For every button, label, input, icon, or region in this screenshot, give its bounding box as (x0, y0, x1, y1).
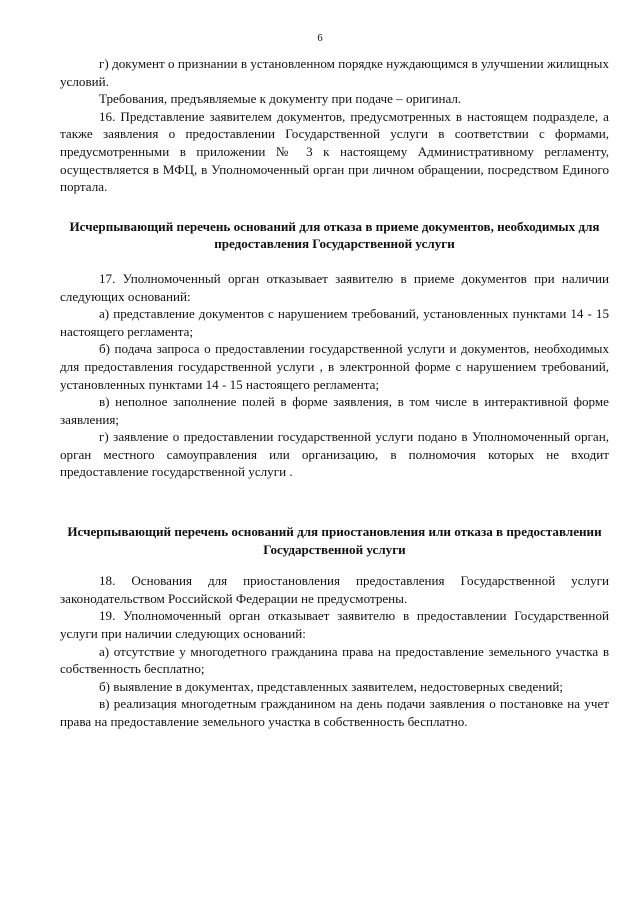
section-heading-refusal-acceptance: Исчерпывающий перечень оснований для отказа в приеме документов, необходимых для предоставления Государственной услуги (69, 218, 600, 252)
list-item-17v: в) неполное заполнение полей в форме заявления, в том числе в интерактивной форме заявления; (60, 394, 609, 427)
paragraph-18: 18. Основания для приостановления предоставления Государственной услуги законодательством Российской Федерации не предусмотрены. (60, 573, 609, 606)
list-item-17g: г) заявление о предоставлении государственной услуги подано в Уполномоченный орган, орган местного самоуправления или организацию, в полномочия которых не входит предоставление государственной услуги . (60, 429, 609, 480)
page-number: 6 (317, 33, 323, 44)
paragraph-19: 19. Уполномоченный орган отказывает заявителю в предоставлении Государственной услуги при наличии следующих оснований: (60, 608, 609, 642)
list-item-19a: а) отсутствие у многодетного гражданина права на предоставление земельного участка в собственность бесплатно; (60, 643, 609, 677)
list-item-19b: б) выявление в документах, представленных заявителем, недостоверных сведений; (99, 678, 563, 694)
paragraph-requirements: Требования, предъявляемые к документу при подаче – оригинал. (99, 91, 462, 107)
paragraph-16: 16. Представление заявителем документов, предусмотренных в настоящем подразделе, а также заявления о предоставлении Государственной услуги в соответствии с формами, предусмотренными в приложении № 3 к настоящему Административному регламенту, осуществляется в МФЦ, в Уполномоченный орган при личном обращении, посредством Единого портала. (60, 108, 609, 195)
list-item-17a: а) представление документов с нарушением требований, установленных пунктами 14 - 15 настоящего регламента; (60, 306, 609, 339)
paragraph-item-g: г) документ о признании в установленном порядке нуждающимся в улучшении жилищных условий. (60, 56, 609, 89)
list-item-19v: в) реализация многодетным гражданином на день подачи заявления о постановке на учет права на предоставление земельного участка в собственность бесплатно. (60, 696, 609, 729)
document-body (60, 55, 609, 731)
paragraph-17: 17. Уполномоченный орган отказывает заявителю в приеме документов при наличии следующих оснований: (60, 270, 609, 304)
section-heading-suspension-refusal: Исчерпывающий перечень оснований для приостановления или отказа в предоставлении Государственной услуги (67, 524, 602, 557)
list-item-17b: б) подача запроса о предоставлении государственной услуги и документов, необходимых для предоставления государственной услуги , в электронной форме с нарушением требований, установленных пунктами 14 - 15 настоящего регламента; (60, 341, 609, 392)
